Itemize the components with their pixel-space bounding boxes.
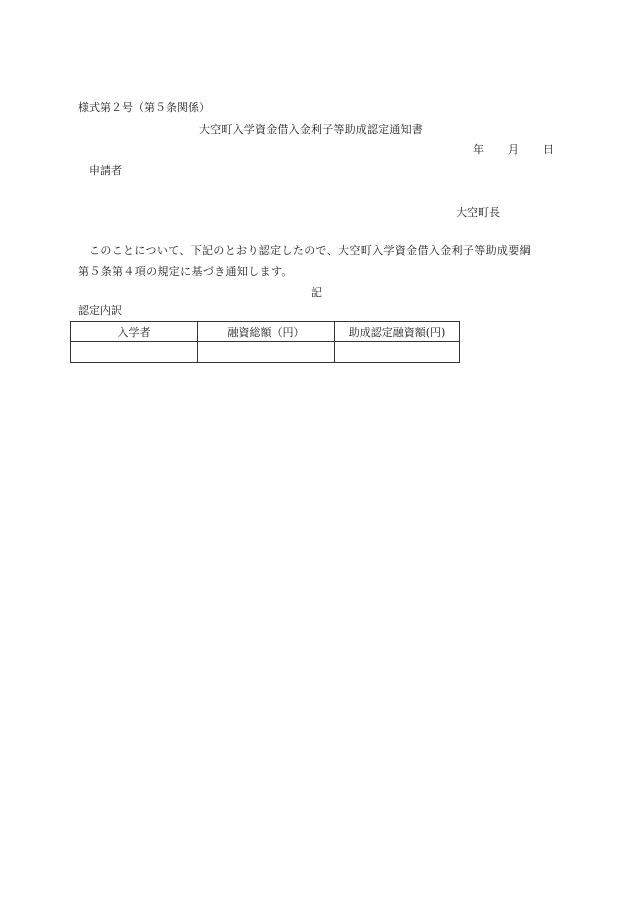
table-caption: 認定内訳	[78, 304, 122, 317]
date-month-label: 月	[508, 143, 519, 156]
body-text-line-1: このことについて、下記のとおり認定したので、大空町入学資金借入金利子等助成要綱	[89, 244, 531, 257]
body-text-line-2: 第５条第４項の規定に基づき通知します。	[78, 265, 293, 278]
cell-enrollee[interactable]	[71, 342, 198, 363]
header-certified-amount: 助成認定融資額(円)	[335, 322, 460, 342]
certification-breakdown-table	[70, 321, 460, 363]
date-day-label: 日	[543, 143, 554, 156]
date-year-label: 年	[473, 143, 484, 156]
ki-label: 記	[311, 286, 322, 299]
table-header-row	[71, 322, 460, 342]
header-total-loan: 融資総額（円）	[198, 322, 335, 342]
date-line	[473, 143, 554, 157]
form-number: 様式第２号（第５条関係）	[78, 101, 210, 114]
applicant-label: 申請者	[89, 164, 122, 177]
table-row	[71, 342, 460, 363]
cell-total-loan[interactable]	[198, 342, 335, 363]
document-title: 大空町入学資金借入金利子等助成認定通知書	[199, 123, 423, 136]
issuer-name: 大空町長	[456, 206, 500, 219]
cell-certified-amount[interactable]	[335, 342, 460, 363]
header-enrollee: 入学者	[71, 322, 198, 342]
